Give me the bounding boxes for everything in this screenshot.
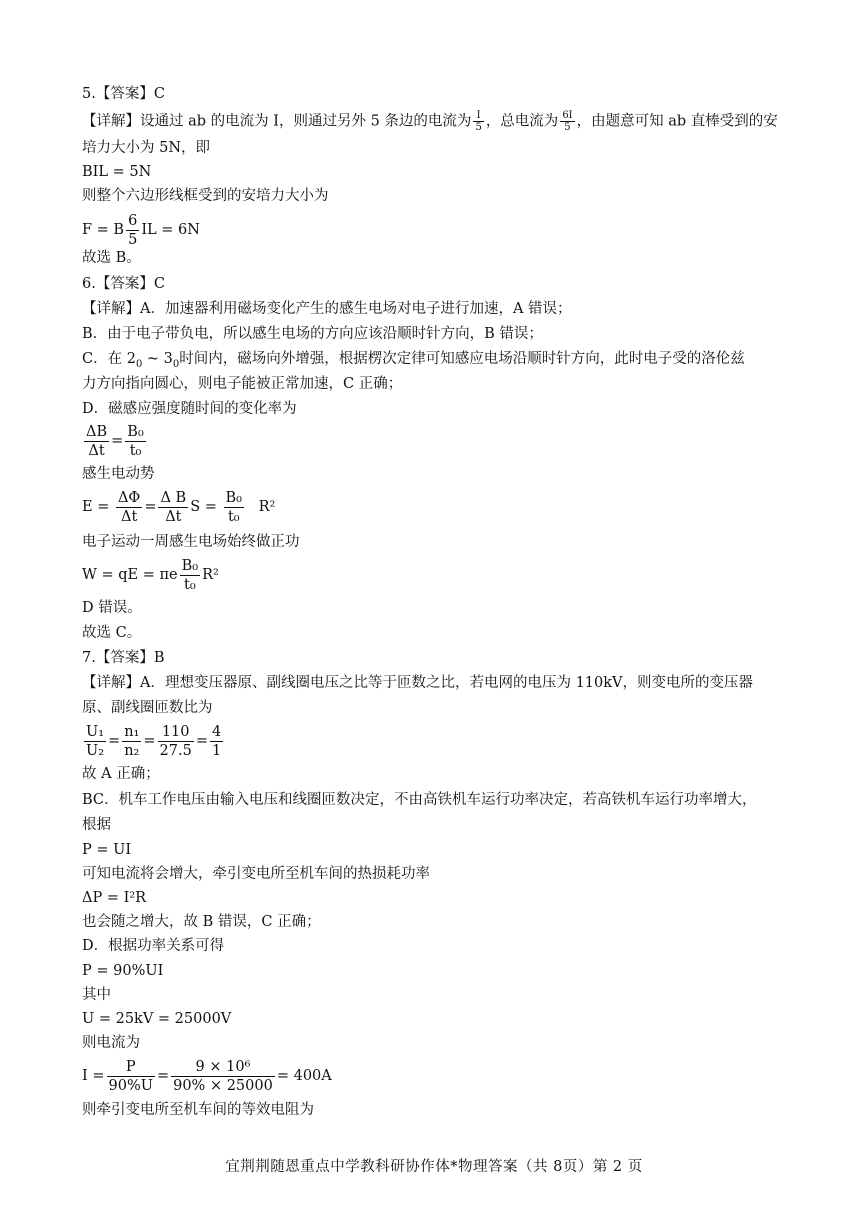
page-footer: 宜荆荆随恩重点中学教科研协作体*物理答案（共 8页）第 2 页 [225,1159,643,1175]
text: 时间内，磁场向外增强，根据楞次定律可知感应电场沿顺时针方向，此时电子受的洛伦兹 [179,351,745,367]
q7-option-bc-line1: BC．机车工作电压由输入电压和线圈匝数决定，不由高铁机车运行功率决定，若高铁机车运行功率增大， [82,792,757,808]
q7-equation-ratio: $\frac{\text{U₁}}{\text{U₂}}$ = $\frac{\text{n₁}}{\text{n₂}}$ = $\frac{110}{27.5}$ = $\frac{4}{1}$ [86,723,222,759]
eq-part: R² [202,567,219,583]
q7-equation-u: U = 25kV = 25000V [82,1011,232,1027]
frac-num: 6I [562,110,573,121]
frac-den: U₂ [86,742,105,759]
eq-part: W = qE = πe [82,567,178,583]
fraction-p-90u [107,1058,155,1095]
subscript: 0 [172,358,180,370]
q6-text-work: 电子运动一周感生电场始终做正功 [82,534,300,550]
frac-num: Δ B [160,489,187,506]
frac-num: 110 [158,723,194,742]
fraction-6i-over-5 [560,110,574,133]
frac-den: 90% × 25000 [173,1077,273,1094]
frac-num: B₀ [127,423,144,440]
q6-d-wrong: D 错误。 [82,600,142,616]
q7-equation-dp: ΔP = I²R [82,890,147,906]
frac-num: 9 × 10⁶ [171,1058,275,1077]
eq-part: R² [258,499,276,515]
q6-text-emf: 感生电动势 [82,466,155,482]
q7-option-a-line1: 【详解】A．理想变压器原、副线圈电压之比等于匝数之比，若电网的电压为 110kV，则变电所的变压器 [82,675,754,691]
frac-num: I [473,110,483,122]
frac-den: 5 [475,122,482,133]
frac-den: Δt [165,508,182,525]
q6-option-d: D．磁感应强度随时间的变化率为 [82,401,297,417]
q5-equation-bil: BIL = 5N [82,164,152,180]
fraction-db-dt [84,423,109,460]
q6-equation-work [82,554,219,596]
q6-option-c-line1 [82,349,745,375]
eq-part: IL = 6N [141,222,200,238]
q5-conclusion: 故选 B。 [82,250,141,266]
fraction-b0-t0-3 [180,557,200,594]
frac-den: t₀ [129,442,142,459]
frac-num: P [107,1058,155,1077]
q7-option-bc-line4: 也会随之增大，故 B 错误，C 正确； [82,914,321,930]
frac-den: Δt [88,442,105,459]
frac-num: 4 [211,723,222,740]
fraction-9e6-over [171,1058,275,1095]
q5-detail-line2: 培力大小为 5N，即 [82,140,211,156]
fraction-6-over-5 [126,212,139,249]
q7-heading: 7.【答案】B [82,650,165,666]
fraction-i-over-5 [473,110,483,133]
frac-num: B₀ [225,489,242,506]
q5-text-force: 则整个六边形线框受到的安培力大小为 [82,188,329,204]
fraction-dphi-dt [116,489,142,526]
frac-den: 90%U [108,1077,153,1094]
q7-a-correct: 故 A 正确； [82,766,160,782]
q5-equation-f [82,210,200,250]
q6-equation-emf: E = $\frac{\Delta\Phi}{\Delta t}$ = $\frac{\text{Δ B}}{\Delta t}$ S = $\frac{\text{B₀}}{\text{t₀}}$ R² [82,489,276,525]
q7-equation-p-ui: P = UI [82,842,132,858]
q6-option-b: B．由于电子带负电，所以感生电场的方向应该沿顺时针方向，B 错误； [82,326,543,342]
fraction-db-dt-2 [158,489,188,526]
fraction-b0-t0-2 [224,489,244,526]
fraction-n1-n2 [122,723,141,760]
q7-option-d-line4: 则牵引变电所至机车间的等效电阻为 [82,1102,314,1118]
frac-den: 5 [564,122,571,133]
text: ~ 3 [142,351,173,367]
eq-part: I = [82,1068,105,1084]
fraction-4-1 [210,723,223,760]
frac-den: t₀ [184,576,196,593]
frac-num: n₁ [124,723,140,740]
q7-option-d-line2: 其中 [82,987,111,1003]
q5-detail-text-c: ，由题意可知 ab 直棒受到的安 [576,113,778,130]
fraction-u1-u2 [84,723,106,760]
q7-option-d-line1: D．根据功率关系可得 [82,938,225,954]
frac-den: t₀ [227,508,240,525]
eq-part: = 400A [276,1068,332,1084]
q6-option-a: 【详解】A．加速器利用磁场变化产生的感生电场对电子进行加速，A 错误； [82,301,572,317]
eq-part: S = [190,499,217,515]
subscript: 0 [135,358,143,370]
q6-option-c-line2: 力方向指向圆心，则电子能被正常加速，C 正确； [82,376,403,392]
fraction-b0-t0 [125,423,145,460]
q5-detail-line1 [82,110,778,133]
q6-equation-rate: $\frac{\Delta B}{\Delta t}$ = $\frac{\text{B₀}}{\text{t₀}}$ [86,423,144,459]
frac-num: ΔB [86,423,108,440]
frac-den: n₂ [124,742,140,759]
q7-option-d-line3: 则电流为 [82,1035,140,1051]
frac-den: 5 [128,231,138,248]
frac-den: Δt [120,508,138,525]
frac-den: 1 [211,742,222,759]
q6-heading: 6.【答案】C [82,276,165,292]
q7-option-bc-line3: 可知电流将会增大，牵引变电所至机车间的热损耗功率 [82,866,430,882]
q7-option-a-line2: 原、副线圈匝数比为 [82,700,213,716]
fraction-110-27-5 [158,723,194,760]
frac-num: U₁ [86,723,105,740]
q6-conclusion: 故选 C。 [82,625,142,641]
q5-detail-text-a: 【详解】设通过 ab 的电流为 I，则通过另外 5 条边的电流为 [82,113,472,130]
eq-part: F = B [82,222,125,238]
frac-num: ΔΦ [117,489,141,506]
q7-equation-p90: P = 90%UI [82,963,164,979]
q7-option-bc-line2: 根据 [82,817,111,833]
eq-part: E = [82,499,110,515]
q5-detail-text-b: ，总电流为 [485,113,559,130]
q7-equation-i: I = $\frac{P}{90\%U}$ = $\frac{\text{9 × 10⁶}}{90\% \times 25000}$ = 400A [82,1058,332,1094]
frac-num: B₀ [181,557,199,574]
q5-heading: 5.【答案】C [82,86,165,102]
text: C．在 2 [82,351,136,367]
frac-num: 6 [128,212,138,229]
frac-den: 27.5 [159,742,192,759]
